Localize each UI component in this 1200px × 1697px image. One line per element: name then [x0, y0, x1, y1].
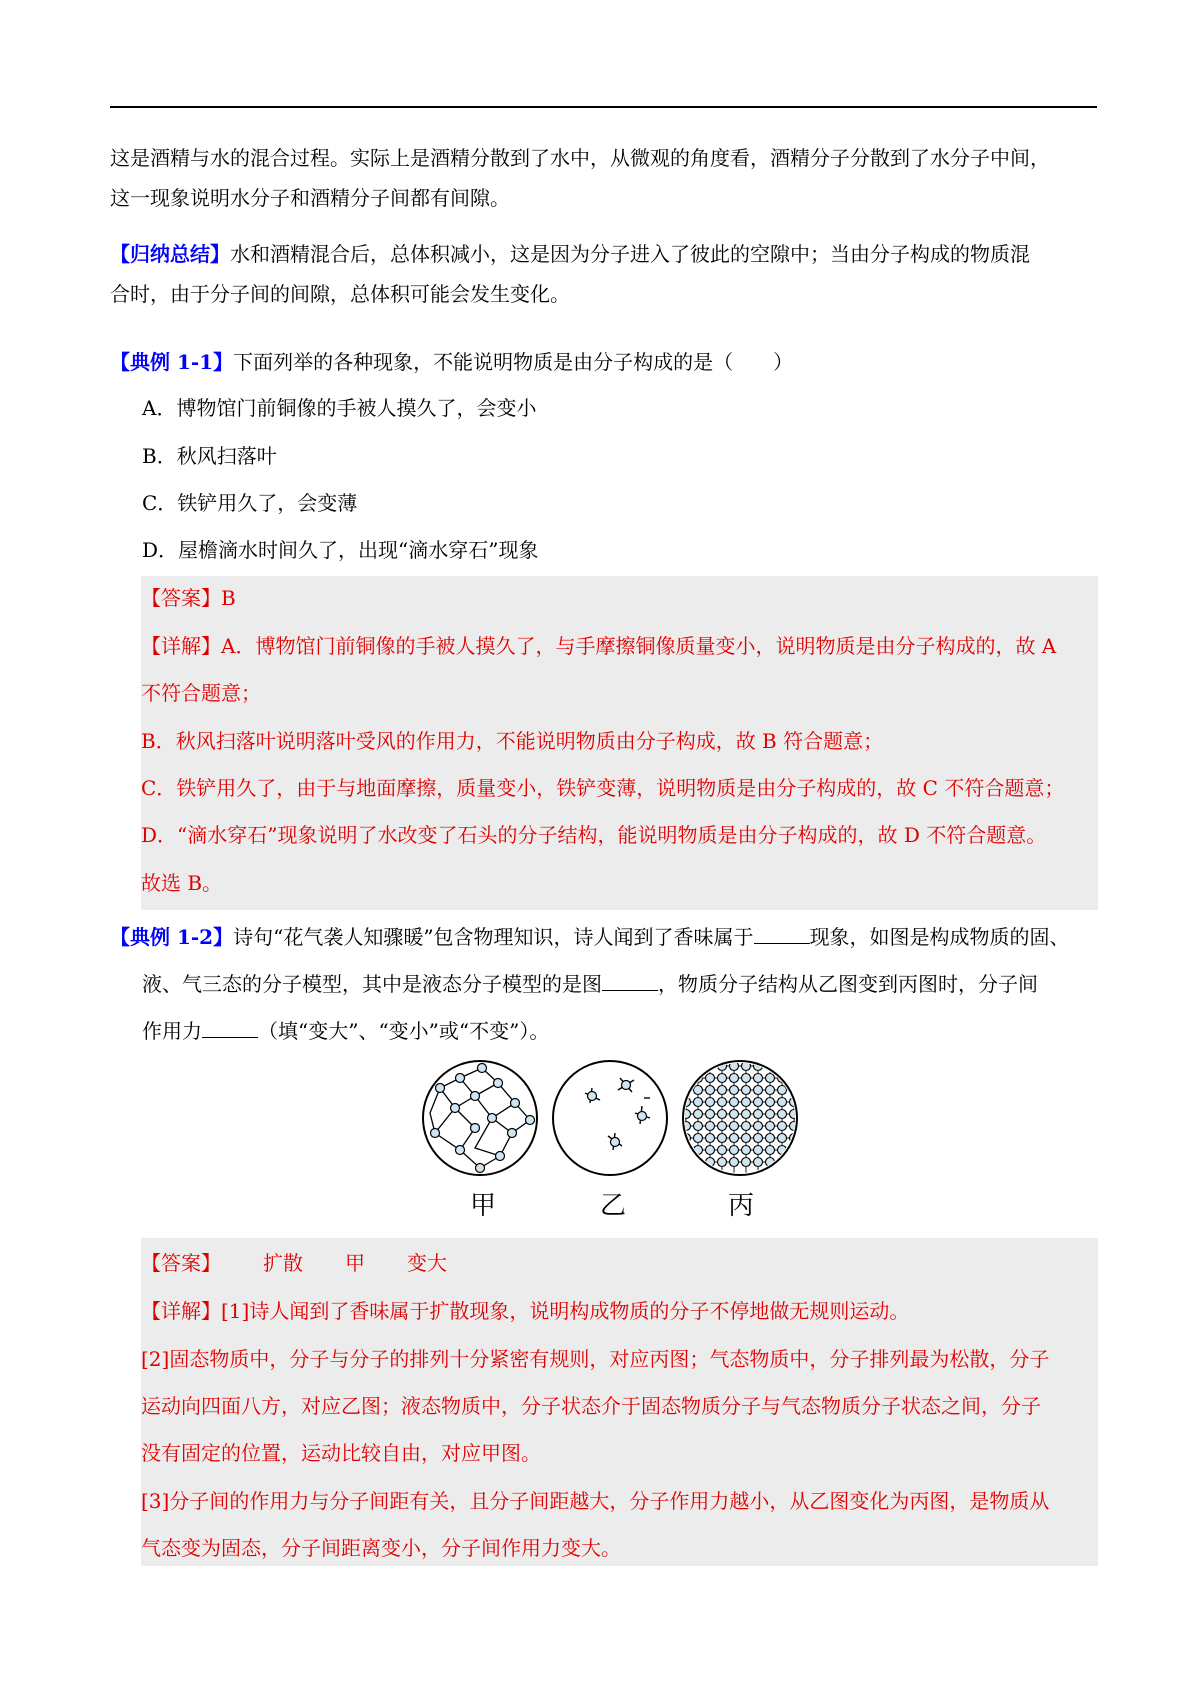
lattice-molecule [766, 1134, 775, 1143]
example-2-detail-line-3: 运动向四面八方，对应乙图；液态物质中，分子状态介于固态物质分子与气态物质分子状态之间，分子 [141, 1394, 1041, 1418]
lattice-molecule [706, 1086, 715, 1095]
example-2-answer [141, 1248, 1101, 1278]
lattice-molecule [754, 1098, 763, 1107]
example-2-question-part-5: 作用力 [142, 1019, 202, 1043]
lattice-molecule [790, 1062, 799, 1071]
example-1-label: 【典例 1-1】 [110, 350, 234, 374]
lattice-molecule [718, 1146, 727, 1155]
example-1-detail-line-1 [141, 631, 1101, 661]
lattice-molecule [742, 1062, 751, 1071]
example-1-question [110, 342, 1100, 382]
lattice-molecule [778, 1086, 787, 1095]
example-1-detail-text-1: A．博物馆门前铜像的手被人摸久了，与手摩擦铜像质量变小，说明物质是由分子构成的，故 A [221, 634, 1057, 658]
lattice-molecule [742, 1074, 751, 1083]
example-1-option-d: D．屋檐滴水时间久了，出现“滴水穿石”现象 [142, 538, 539, 562]
lattice-molecule [694, 1062, 703, 1071]
lattice-molecule [754, 1122, 763, 1131]
example-1-answer [141, 583, 1101, 613]
example-2-question [110, 914, 1100, 1055]
lattice-molecule [694, 1086, 703, 1095]
example-2-detail-label: 【详解】 [141, 1299, 221, 1323]
lattice-molecule [694, 1098, 703, 1107]
lattice-molecule [754, 1074, 763, 1083]
lattice-molecule [730, 1110, 739, 1119]
intro-line-1: 这是酒精与水的混合过程。实际上是酒精分散到了水中，从微观的角度看，酒精分子分散到了水分子中间， [110, 146, 1050, 170]
example-2-question-part-4: ，物质分子结构从乙图变到丙图时，分子间 [658, 972, 1038, 996]
lattice-molecule [766, 1110, 775, 1119]
lattice-molecule [694, 1122, 703, 1131]
example-1-detail-line-2: 不符合题意； [141, 681, 261, 705]
example-1-detail-line-6: 故选 B。 [141, 871, 223, 895]
lattice-molecule [730, 1074, 739, 1083]
lattice-molecule [778, 1110, 787, 1119]
example-2-answer-2: 甲 [345, 1251, 365, 1275]
example-2-answer-3: 变大 [407, 1251, 447, 1275]
lattice-molecule [742, 1134, 751, 1143]
example-2-detail-line-6: 气态变为固态，分子间距离变小，分子间作用力变大。 [141, 1536, 621, 1560]
solid-model-circle [682, 1060, 799, 1176]
lattice-molecule [766, 1146, 775, 1155]
lattice-molecule [718, 1110, 727, 1119]
lattice-molecule [694, 1134, 703, 1143]
example-2-detail-text-1: [1]诗人闻到了香味属于扩散现象，说明构成物质的分子不停地做无规则运动。 [221, 1299, 910, 1323]
example-2-question-part-2: 现象，如图是构成物质的固、 [809, 925, 1070, 949]
lattice-molecule [754, 1134, 763, 1143]
lattice-molecule [742, 1098, 751, 1107]
lattice-molecule [682, 1074, 691, 1083]
example-2-label: 【典例 1-2】 [110, 925, 234, 949]
example-2-answer-1: 扩散 [263, 1251, 303, 1275]
lattice-molecule [754, 1146, 763, 1155]
header-rule [110, 106, 1097, 108]
example-1-detail-line-4: C．铁铲用久了，由于与地面摩擦，质量变小，铁铲变薄，说明物质是由分子构成的，故 C 不符合题意； [141, 776, 1065, 800]
lattice-molecule [682, 1158, 691, 1167]
intro-paragraph [110, 138, 1100, 218]
lattice-molecule [766, 1098, 775, 1107]
lattice-molecule [778, 1098, 787, 1107]
lattice-molecule [790, 1158, 799, 1167]
example-2-detail-line-2: [2]固态物质中，分子与分子的排列十分紧密有规则，对应丙图；气态物质中，分子排列最为松散，分子 [141, 1347, 1050, 1371]
example-1-answer-label: 【答案】 [141, 586, 221, 610]
example-1-question-text: 下面列举的各种现象，不能说明物质是由分子构成的是（ ） [233, 350, 794, 374]
figure-label-bing: 丙 [728, 1191, 755, 1221]
answer-blank-1[interactable] [754, 921, 810, 944]
lattice-molecule [706, 1134, 715, 1143]
example-2-answer-label: 【答案】 [141, 1251, 221, 1275]
lattice-molecule [706, 1098, 715, 1107]
answer-blank-2[interactable] [602, 968, 658, 991]
example-2-question-part-6: （填“变大”、“变小”或“不变”）。 [258, 1019, 550, 1043]
lattice-molecule [778, 1062, 787, 1071]
answer-blank-3[interactable] [202, 1015, 258, 1038]
lattice-molecule [754, 1110, 763, 1119]
lattice-molecule [730, 1134, 739, 1143]
lattice-molecule [682, 1146, 691, 1155]
example-1-option-b: B．秋风扫落叶 [142, 444, 277, 468]
lattice-molecule [790, 1074, 799, 1083]
lattice-molecule [730, 1158, 739, 1167]
lattice-molecule [790, 1146, 799, 1155]
lattice-molecule [706, 1146, 715, 1155]
example-2-detail-line-1 [141, 1296, 1101, 1326]
lattice-molecule [730, 1098, 739, 1107]
lattice-molecule [730, 1146, 739, 1155]
lattice-molecule [742, 1158, 751, 1167]
figure-label-yi: 乙 [600, 1191, 627, 1221]
lattice-molecule [742, 1086, 751, 1095]
intro-line-2: 这一现象说明水分子和酒精分子间都有间隙。 [110, 186, 510, 210]
lattice-molecule [730, 1122, 739, 1131]
example-2-detail-line-5: [3]分子间的作用力与分子间距有关，且分子间距越大，分子作用力越小，从乙图变化为丙图，是物质从 [141, 1489, 1050, 1513]
lattice-molecule [766, 1122, 775, 1131]
figure-label-jia: 甲 [470, 1191, 497, 1221]
lattice-molecule [718, 1134, 727, 1143]
lattice-molecule [742, 1146, 751, 1155]
lattice-molecule [706, 1122, 715, 1131]
lattice-molecule [754, 1158, 763, 1167]
example-1-option-a: A．博物馆门前铜像的手被人摸久了，会变小 [142, 396, 537, 420]
example-1-detail-line-3: B．秋风扫落叶说明落叶受风的作用力，不能说明物质由分子构成，故 B 符合题意； [141, 729, 884, 753]
lattice-molecule [766, 1086, 775, 1095]
example-2-question-part-3: 液、气三态的分子模型，其中是液态分子模型的是图 [142, 972, 602, 996]
summary-line-1: 水和酒精混合后，总体积减小，这是因为分子进入了彼此的空隙中；当由分子构成的物质混 [230, 242, 1030, 266]
lattice-molecule [706, 1110, 715, 1119]
lattice-molecule [754, 1086, 763, 1095]
lattice-molecule [742, 1122, 751, 1131]
gas-model-circle [553, 1061, 667, 1175]
lattice-molecule [742, 1110, 751, 1119]
example-2-detail-line-4: 没有固定的位置，运动比较自由，对应甲图。 [141, 1441, 541, 1465]
summary-paragraph [110, 234, 1100, 314]
lattice-molecule [778, 1122, 787, 1131]
example-1-answer-value: B [221, 586, 236, 610]
lattice-molecule [706, 1074, 715, 1083]
example-2-question-part-1: 诗句“花气袭人知骤暖”包含物理知识，诗人闻到了香味属于 [233, 925, 754, 949]
lattice-molecule [718, 1086, 727, 1095]
lattice-molecule [766, 1074, 775, 1083]
lattice-molecule [718, 1098, 727, 1107]
summary-label: 【归纳总结】 [110, 242, 230, 266]
lattice-molecule [718, 1074, 727, 1083]
example-1-detail-label: 【详解】 [141, 634, 221, 658]
lattice-molecule [730, 1086, 739, 1095]
example-1-option-c: C．铁铲用久了，会变薄 [142, 491, 358, 515]
lattice-molecule [694, 1110, 703, 1119]
summary-line-2: 合时，由于分子间的间隙，总体积可能会发生变化。 [110, 282, 570, 306]
lattice-molecule [682, 1062, 691, 1071]
lattice-molecule [730, 1062, 739, 1071]
liquid-model-circle [423, 1061, 537, 1175]
lattice-molecule [718, 1122, 727, 1131]
lattice-molecule [718, 1158, 727, 1167]
lattice-molecule [778, 1134, 787, 1143]
example-1-detail-line-5: D．“滴水穿石”现象说明了水改变了石头的分子结构，能说明物质是由分子构成的，故 D 不符合题意。 [141, 823, 1047, 847]
